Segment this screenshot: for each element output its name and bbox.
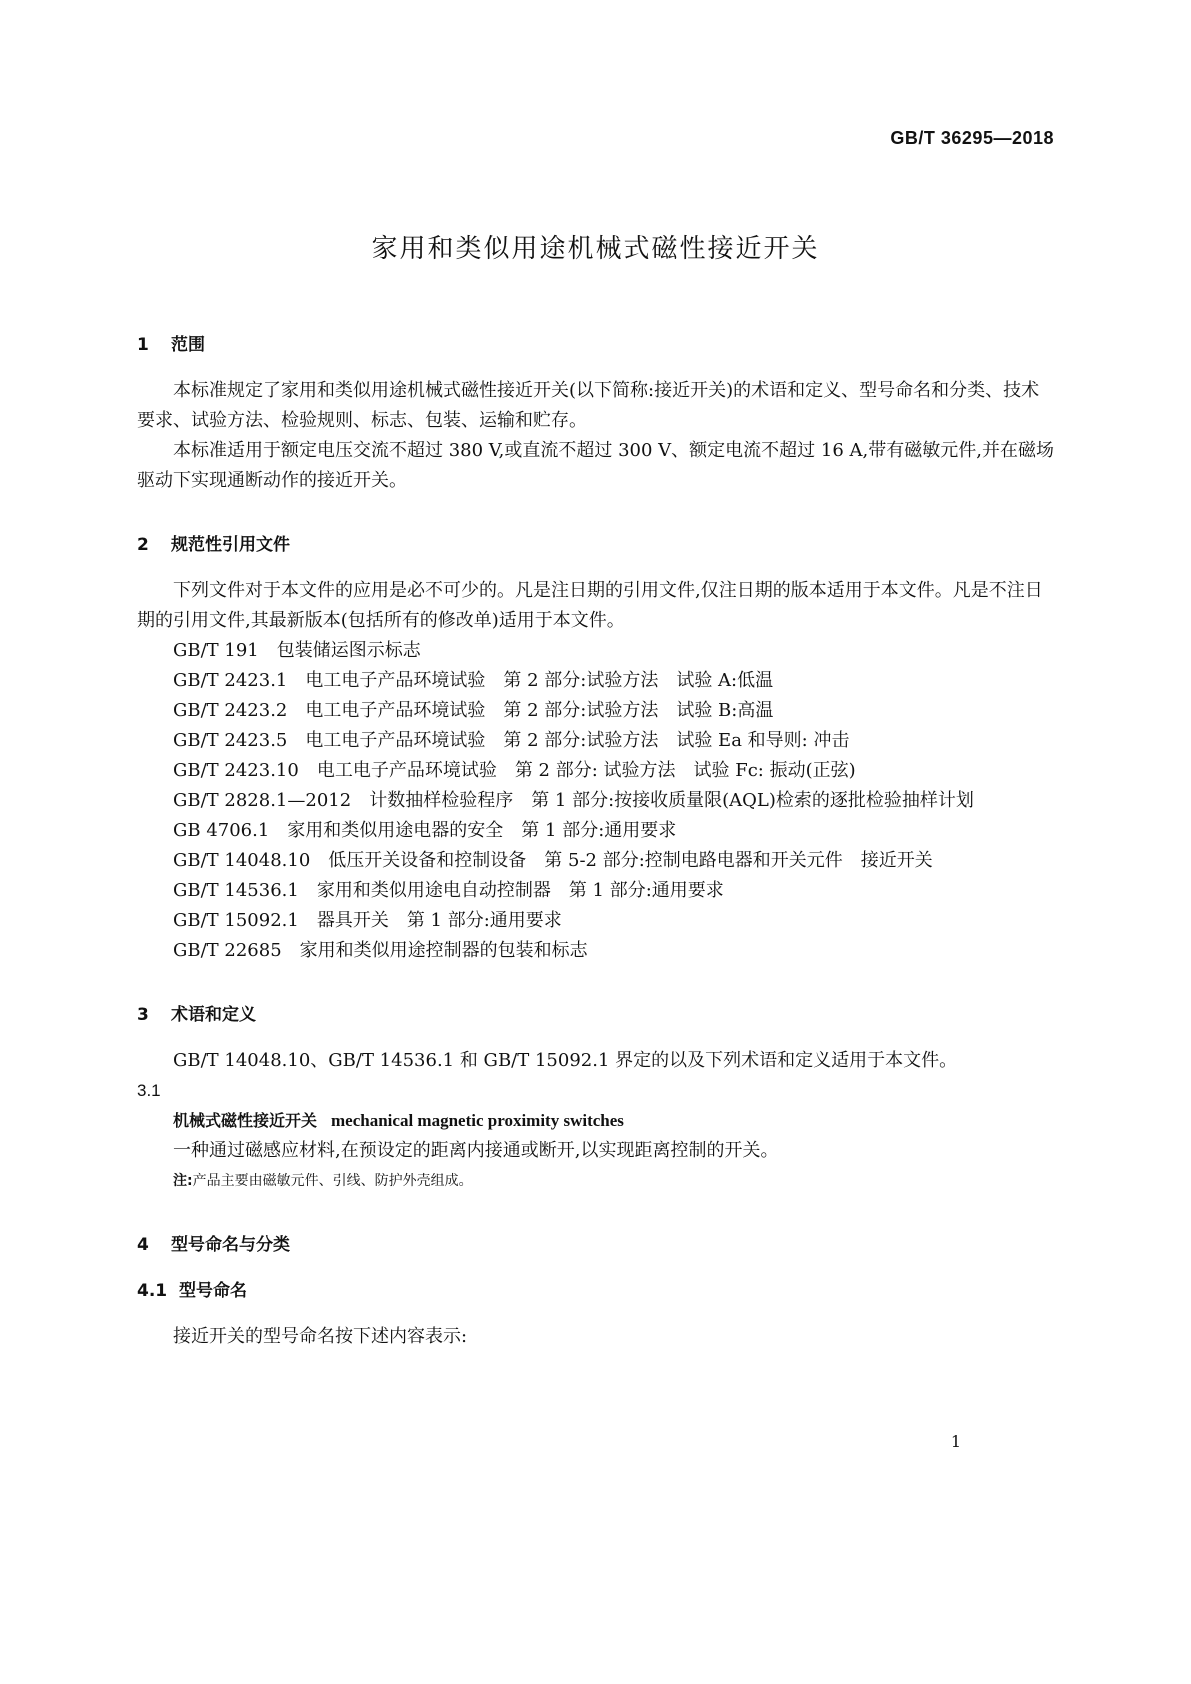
subsection-4-1-heading — [137, 1276, 1054, 1306]
reference-item: GB/T 14536.1 家用和类似用途电自动控制器 第 1 部分:通用要求 — [173, 880, 724, 901]
standard-number: GB/T 36295—2018 — [890, 128, 1054, 148]
section-2-heading — [137, 530, 1054, 560]
section-number: 3 — [137, 1005, 149, 1025]
term-english: mechanical magnetic proximity switches — [331, 1111, 624, 1130]
paragraph: 本标准规定了家用和类似用途机械式磁性接近开关(以下简称:接近开关)的术语和定义、型号命名和分类、技术要求、试验方法、检验规则、标志、包装、运输和贮存。 — [137, 380, 1040, 431]
term-note — [137, 1166, 1054, 1196]
document-title: 家用和类似用途机械式磁性接近开关 — [371, 234, 820, 264]
term-heading — [137, 1106, 1054, 1136]
section-number: 2 — [137, 535, 149, 555]
note-label: 注: — [173, 1173, 193, 1189]
section-title: 型号命名与分类 — [171, 1235, 290, 1255]
term-chinese: 机械式磁性接近开关 — [173, 1111, 318, 1130]
paragraph: 本标准适用于额定电压交流不超过 380 V,或直流不超过 300 V、额定电流不超过 16 A,带有磁敏元件,并在磁场驱动下实现通断动作的接近开关。 — [137, 440, 1054, 491]
paragraph: 接近开关的型号命名按下述内容表示: — [173, 1326, 468, 1347]
term-number: 3.1 — [137, 1081, 161, 1100]
note-text: 产品主要由磁敏元件、引线、防护外壳组成。 — [192, 1173, 473, 1189]
reference-item: GB/T 22685 家用和类似用途控制器的包装和标志 — [173, 940, 588, 961]
reference-item: GB/T 2423.1 电工电子产品环境试验 第 2 部分:试验方法 试验 A:低温 — [173, 670, 774, 691]
reference-item: GB/T 191 包装储运图示标志 — [173, 640, 421, 661]
section-4-heading — [137, 1230, 1054, 1260]
section-title: 术语和定义 — [171, 1005, 256, 1025]
subsection-number: 4.1 — [137, 1281, 168, 1301]
subsection-title: 型号命名 — [179, 1281, 247, 1301]
section-3-heading — [137, 1000, 1054, 1030]
reference-item: GB/T 2423.5 电工电子产品环境试验 第 2 部分:试验方法 试验 Ea 和导则: 冲击 — [173, 730, 850, 751]
reference-item: GB 4706.1 家用和类似用途电器的安全 第 1 部分:通用要求 — [173, 820, 677, 841]
reference-item: GB/T 14048.10 低压开关设备和控制设备 第 5-2 部分:控制电路电器和开关元件 接近开关 — [173, 850, 933, 871]
reference-item: GB/T 15092.1 器具开关 第 1 部分:通用要求 — [173, 910, 562, 931]
section-1-heading — [137, 330, 1054, 360]
section-number: 1 — [137, 335, 149, 355]
reference-item: GB/T 2828.1—2012 计数抽样检验程序 第 1 部分:按接收质量限(AQL)检索的逐批检验抽样计划 — [173, 790, 974, 811]
paragraph: GB/T 14048.10、GB/T 14536.1 和 GB/T 15092.1 界定的以及下列术语和定义适用于本文件。 — [173, 1050, 958, 1071]
term-definition: 一种通过磁感应材料,在预设定的距离内接通或断开,以实现距离控制的开关。 — [173, 1140, 779, 1161]
document-body — [137, 330, 1054, 1352]
reference-item: GB/T 2423.10 电工电子产品环境试验 第 2 部分: 试验方法 试验 Fc: 振动(正弦) — [173, 760, 856, 781]
section-number: 4 — [137, 1235, 149, 1255]
paragraph: 下列文件对于本文件的应用是必不可少的。凡是注日期的引用文件,仅注日期的版本适用于本文件。凡是不注日期的引用文件,其最新版本(包括所有的修改单)适用于本文件。 — [137, 580, 1043, 631]
section-title: 范围 — [171, 335, 205, 355]
section-title: 规范性引用文件 — [171, 535, 290, 555]
page-number: 1 — [950, 1432, 961, 1451]
reference-item: GB/T 2423.2 电工电子产品环境试验 第 2 部分:试验方法 试验 B:高温 — [173, 700, 774, 721]
